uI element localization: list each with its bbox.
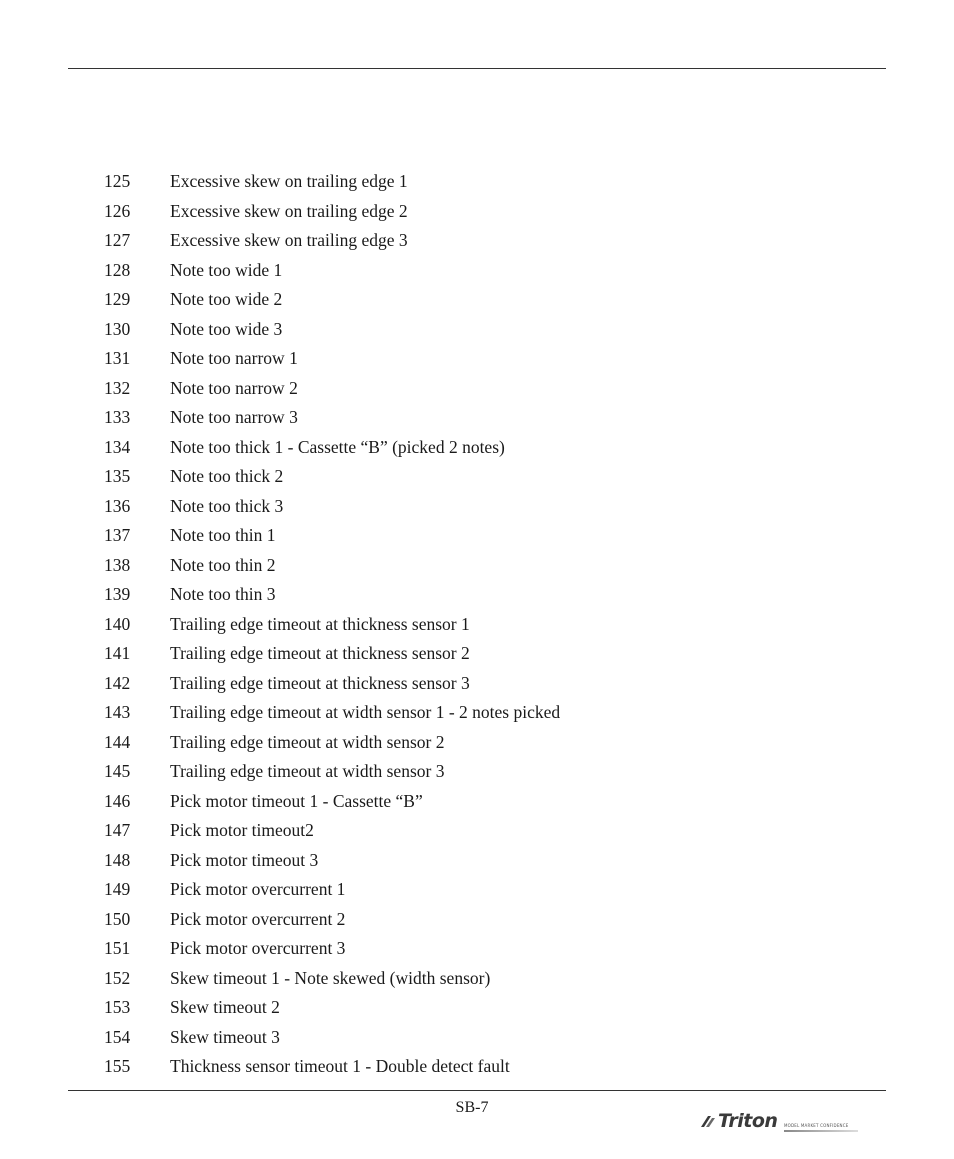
code-row	[0, 433, 954, 463]
code-description: Note too thin 2	[170, 554, 276, 575]
code-description: Note too thick 2	[170, 466, 284, 486]
code-description: Pick motor overcurrent 3	[170, 938, 346, 958]
code-description: Note too narrow 2	[170, 377, 298, 398]
code-row	[0, 610, 954, 640]
code-description: Note too narrow 1	[170, 348, 298, 368]
code-row	[0, 580, 954, 610]
code-description: Excessive skew on trailing edge 1	[170, 171, 408, 191]
code-row	[0, 698, 954, 728]
code-number: 142	[104, 672, 131, 693]
code-number: 155	[104, 1056, 131, 1076]
code-row	[0, 462, 954, 492]
code-number: 127	[104, 230, 131, 250]
code-description: Trailing edge timeout at width sensor 2	[170, 731, 445, 752]
code-row	[0, 1052, 954, 1082]
code-number: 136	[104, 495, 131, 516]
code-description: Note too wide 2	[170, 289, 283, 309]
code-number: 133	[104, 407, 131, 427]
code-row	[0, 521, 954, 551]
code-row	[0, 167, 954, 197]
code-row	[0, 728, 954, 758]
code-row	[0, 1023, 954, 1053]
code-description: Trailing edge timeout at width sensor 1 - 2 notes picked	[170, 702, 561, 722]
code-number: 141	[104, 643, 131, 663]
code-description: Note too thin 1	[170, 525, 276, 545]
code-row	[0, 846, 954, 876]
code-row	[0, 639, 954, 669]
code-row	[0, 934, 954, 964]
code-row	[0, 285, 954, 315]
code-row	[0, 344, 954, 374]
logo-wordmark: Triton	[718, 1110, 778, 1132]
code-row	[0, 403, 954, 433]
code-description: Note too thick 3	[170, 495, 284, 516]
code-row	[0, 669, 954, 699]
code-description: Excessive skew on trailing edge 2	[170, 200, 408, 221]
code-number: 138	[104, 554, 131, 575]
code-description: Note too wide 3	[170, 318, 283, 339]
error-code-list	[0, 167, 954, 1082]
code-row	[0, 551, 954, 581]
code-row	[0, 905, 954, 935]
code-description: Pick motor timeout2	[170, 820, 314, 840]
code-number: 152	[104, 967, 131, 988]
code-description: Note too thin 3	[170, 584, 276, 604]
code-description: Trailing edge timeout at width sensor 3	[170, 761, 445, 781]
code-number: 130	[104, 318, 131, 339]
triton-logo-mark-icon	[698, 1112, 718, 1132]
code-number: 143	[104, 702, 131, 722]
code-row	[0, 256, 954, 286]
code-number: 126	[104, 200, 131, 221]
code-number: 135	[104, 466, 131, 486]
code-number: 137	[104, 525, 131, 545]
code-row	[0, 197, 954, 227]
code-row	[0, 787, 954, 817]
code-number: 147	[104, 820, 131, 840]
code-number: 140	[104, 613, 131, 634]
code-number: 154	[104, 1026, 131, 1047]
code-row	[0, 964, 954, 994]
logo-swoosh	[784, 1130, 858, 1132]
footer-rule	[68, 1090, 886, 1091]
code-row	[0, 816, 954, 846]
code-number: 149	[104, 879, 131, 899]
code-description: Note too thick 1 - Cassette “B” (picked 2 notes)	[170, 436, 505, 457]
code-description: Pick motor overcurrent 1	[170, 879, 346, 899]
code-number: 153	[104, 997, 131, 1017]
code-row	[0, 757, 954, 787]
code-row	[0, 492, 954, 522]
code-description: Skew timeout 2	[170, 997, 280, 1017]
code-number: 144	[104, 731, 131, 752]
code-description: Trailing edge timeout at thickness sensor 1	[170, 613, 470, 634]
code-number: 151	[104, 938, 131, 958]
code-number: 150	[104, 908, 131, 929]
code-description: Note too narrow 3	[170, 407, 298, 427]
code-row	[0, 993, 954, 1023]
code-number: 146	[104, 790, 131, 811]
triton-logo	[698, 1108, 864, 1138]
code-description: Skew timeout 3	[170, 1026, 280, 1047]
code-description: Excessive skew on trailing edge 3	[170, 230, 408, 250]
logo-tagline: MODEL MARKET CONFIDENCE	[784, 1123, 849, 1128]
code-number: 129	[104, 289, 131, 309]
code-row	[0, 374, 954, 404]
code-description: Pick motor timeout 3	[170, 849, 319, 870]
code-description: Note too wide 1	[170, 259, 283, 280]
code-row	[0, 226, 954, 256]
code-description: Pick motor timeout 1 - Cassette “B”	[170, 790, 423, 811]
code-row	[0, 315, 954, 345]
code-row	[0, 875, 954, 905]
code-number: 148	[104, 849, 131, 870]
page-number: SB-7	[455, 1099, 489, 1116]
code-number: 145	[104, 761, 131, 781]
header-rule	[68, 68, 886, 69]
code-description: Trailing edge timeout at thickness sensor 3	[170, 672, 470, 693]
code-description: Trailing edge timeout at thickness sensor 2	[170, 643, 470, 663]
code-description: Thickness sensor timeout 1 - Double detect fault	[170, 1056, 510, 1076]
code-description: Pick motor overcurrent 2	[170, 908, 346, 929]
code-number: 134	[104, 436, 131, 457]
code-number: 132	[104, 377, 131, 398]
code-number: 125	[104, 171, 131, 191]
code-number: 131	[104, 348, 131, 368]
code-number: 128	[104, 259, 131, 280]
code-description: Skew timeout 1 - Note skewed (width sensor)	[170, 967, 491, 988]
code-number: 139	[104, 584, 131, 604]
